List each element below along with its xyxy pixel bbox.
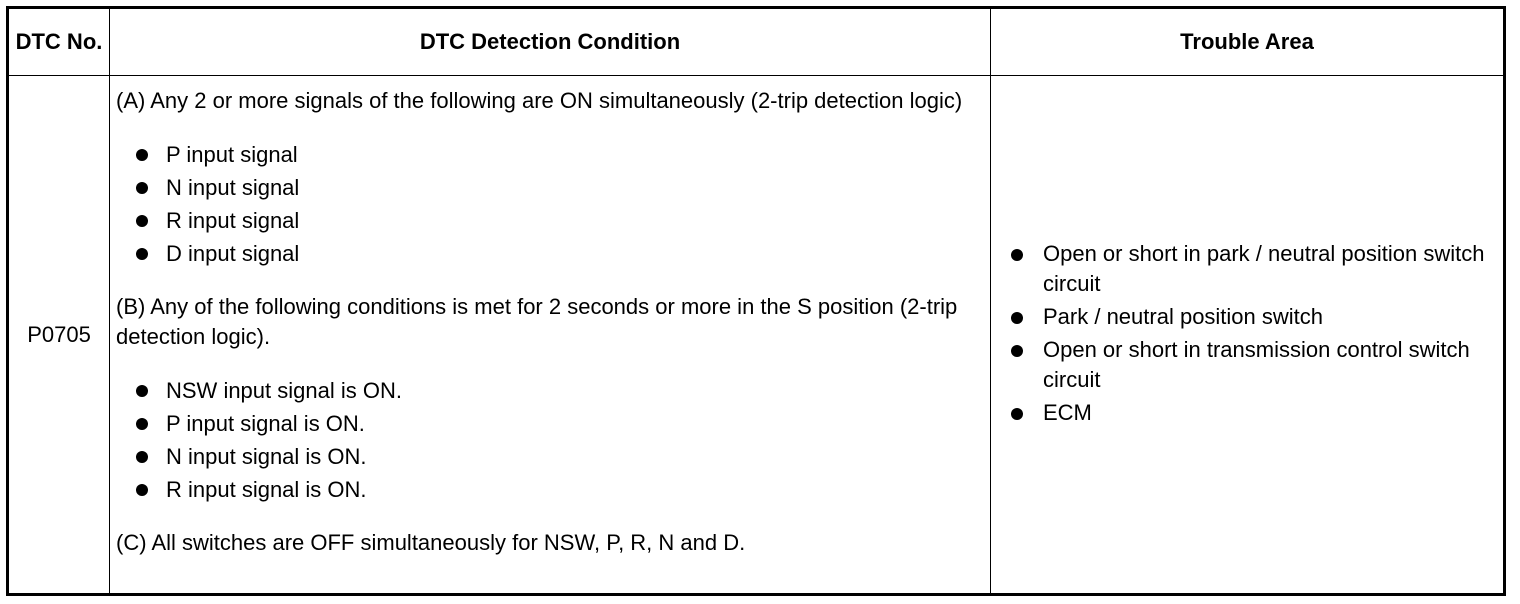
condition-b-text: (B) Any of the following conditions is met for 2 seconds or more in the S position (2-trip detection logic). [116,294,958,349]
list-item: Open or short in transmission control switch circuit [1043,335,1489,395]
list-item: D input signal [166,237,984,270]
list-item: P input signal [166,138,984,171]
list-item: N input signal is ON. [166,440,984,473]
list-item: NSW input signal is ON. [166,374,984,407]
list-item: P input signal is ON. [166,407,984,440]
header-row [8,8,1505,76]
condition-a-list [116,138,984,270]
list-item: Park / neutral position switch [1043,302,1489,332]
trouble-area-cell [991,76,1505,595]
dtc-code: P0705 [8,76,110,595]
condition-b-list [116,374,984,506]
condition-a-text: (A) Any 2 or more signals of the following are ON simultaneously (2-trip detection logic) [116,88,963,113]
list-item: R input signal is ON. [166,473,984,506]
header-dtc-no: DTC No. [8,8,110,76]
condition-c-text: (C) All switches are OFF simultaneously for NSW, P, R, N and D. [116,530,746,555]
list-item: R input signal [166,204,984,237]
list-item: Open or short in park / neutral position switch circuit [1043,239,1489,299]
list-item: N input signal [166,171,984,204]
header-trouble-area: Trouble Area [991,8,1505,76]
table-row [8,76,1505,595]
header-detection-condition: DTC Detection Condition [110,8,991,76]
list-item: ECM [1043,398,1489,428]
detection-condition-cell [110,76,991,595]
trouble-area-list [1005,239,1489,428]
dtc-table [6,6,1506,596]
